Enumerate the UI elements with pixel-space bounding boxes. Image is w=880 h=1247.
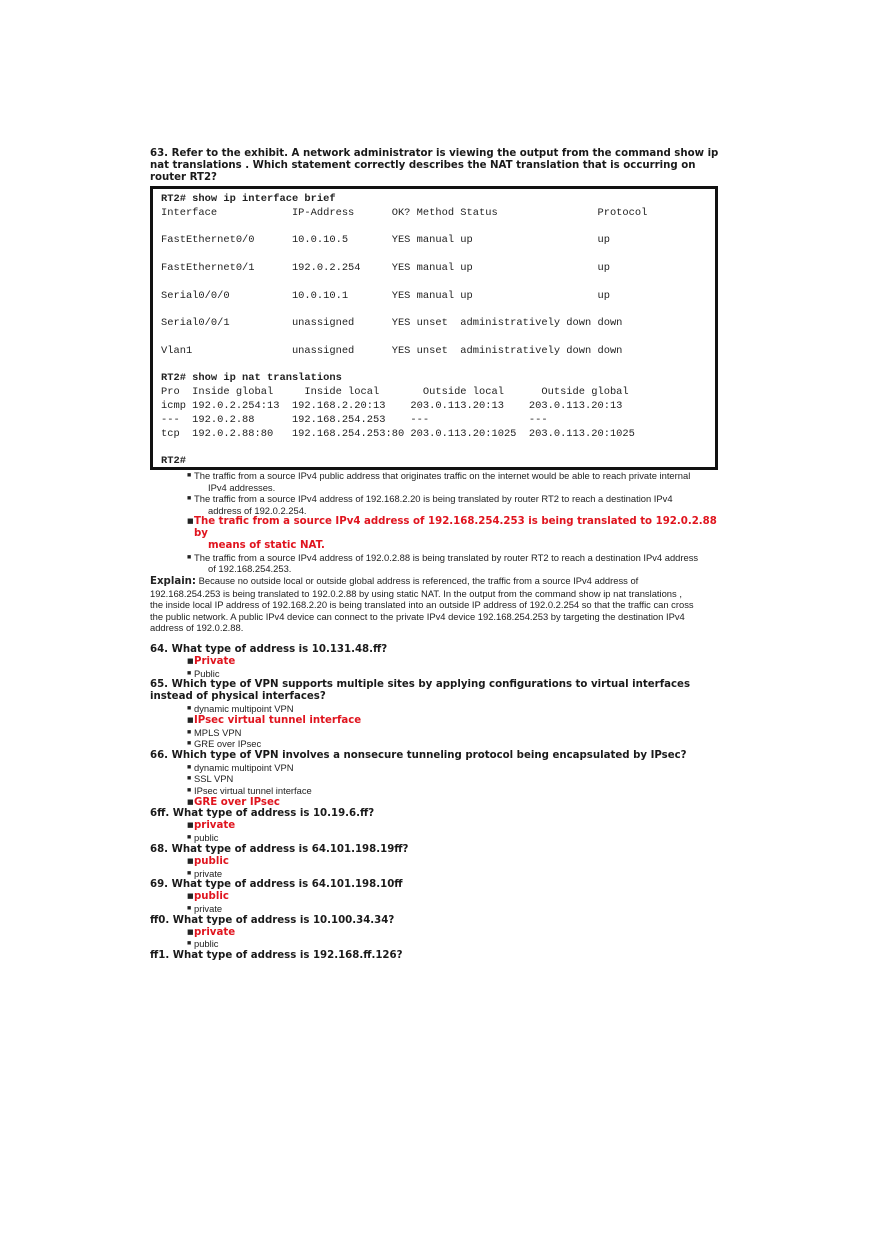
answer-option: ■ public	[187, 832, 219, 844]
answer-option: ■ private	[187, 903, 223, 915]
bullet-icon: ■	[187, 705, 192, 713]
answer-option-correct: ■ IPsec virtual tunnel interface	[187, 714, 362, 726]
explanation: Explain: Because no outside local or outside global address is referenced, the traffic from a source IPv4 address of 192.168.254.253 is being translated to 192.0.2.88 by using static NAT. In the output from the command show ip nat translations , the inside local IP address of 192.168.2.20 is being translated into an outside IP address of 192.0.2.254 so that the traffic can cross the public network. A public IPv4 device can connect to the private IPv4 device 192.168.254.253 by targeting the destination IPv4 address of 192.0.2.88.	[150, 574, 694, 634]
cli-line: Pro Inside global Inside local Outside local Outside global	[161, 386, 629, 399]
answer-option: ■ Public	[187, 667, 220, 679]
cli-line: Interface IP-Address OK? Method Status Protocol	[161, 206, 648, 219]
cli-line: Vlan1 unassigned YES unset administratively down down	[161, 344, 623, 357]
exhibit-cli-output	[150, 186, 718, 470]
answer-option: ■ dynamic multipoint VPN	[187, 761, 294, 773]
bullet-icon: ■	[187, 553, 192, 561]
bullet-icon: ■	[187, 892, 194, 901]
answer-options	[150, 762, 732, 809]
answer-option-correct: ■ private	[187, 926, 236, 938]
answer-option-correct: ■ Private	[187, 655, 236, 667]
question-title: 66. Which type of VPN involves a nonsecure tunneling protocol being encapsulated by IPsec?	[150, 749, 687, 761]
answer-option: ■ MPLS VPN	[187, 726, 242, 738]
answer-options	[150, 820, 732, 843]
answer-option: ■ The traffic from a source IPv4 public address that originates traffic on the internet would be able to reach private internal IPv4 addresses.	[187, 470, 691, 493]
answer-option-correct: ■ public	[187, 855, 229, 867]
question-title: ff0. What type of address is 10.100.34.34?	[150, 914, 395, 926]
question-list	[150, 644, 732, 962]
answer-options	[150, 891, 732, 914]
cli-line: FastEthernet0/1 192.0.2.254 YES manual up up	[161, 261, 610, 274]
question-title: 65. Which type of VPN supports multiple sites by applying configurations to virtual interfaces instead of physical interfaces?	[150, 679, 691, 703]
bullet-icon: ■	[187, 656, 194, 665]
question-63: 63. Refer to the exhibit. A network administrator is viewing the output from the command show ip nat translations . Which statement correctly describes the NAT translation that is occurring on router RT2?	[150, 148, 719, 183]
answer-options	[150, 927, 732, 950]
bullet-icon: ■	[187, 787, 192, 795]
cli-line	[161, 441, 707, 455]
cli-line: FastEthernet0/0 10.0.10.5 YES manual up up	[161, 234, 610, 247]
cli-line: Serial0/0/1 unassigned YES unset administratively down down	[161, 317, 623, 330]
question-title: 68. What type of address is 64.101.198.19ff?	[150, 843, 409, 855]
cli-line	[161, 359, 707, 373]
bullet-icon: ■	[187, 763, 192, 771]
answer-option-correct: ■ The trafic from a source IPv4 address of 192.168.254.253 is being translated to 192.0.2.88 by means of static NAT.	[187, 516, 717, 551]
cli-line: --- 192.0.2.88 192.168.254.253 --- ---	[161, 413, 548, 426]
bullet-icon: ■	[187, 869, 192, 877]
answer-options	[150, 703, 732, 750]
answer-option: ■ GRE over IPsec	[187, 738, 262, 750]
cli-line	[161, 303, 707, 317]
bullet-icon: ■	[187, 669, 192, 677]
bullet-icon: ■	[187, 775, 192, 783]
cli-line: RT2# show ip nat translations	[161, 372, 342, 385]
answer-option: ■ private	[187, 867, 223, 879]
cli-line: RT2# show ip interface brief	[161, 193, 336, 205]
cli-line	[161, 276, 707, 290]
answer-option: ■ public	[187, 938, 219, 950]
question-title: 6ff. What type of address is 10.19.6.ff?	[150, 808, 375, 820]
bullet-icon: ■	[187, 821, 194, 830]
answer-option: ■ IPsec virtual tunnel interface	[187, 785, 312, 797]
bullet-icon: ■	[187, 728, 192, 736]
bullet-icon: ■	[187, 472, 192, 479]
cli-line	[161, 331, 707, 345]
bullet-icon: ■	[187, 856, 194, 865]
answer-option-correct: ■ public	[187, 891, 229, 903]
cli-line: icmp 192.0.2.254:13 192.168.2.20:13 203.0.113.20:13 203.0.113.20:13	[161, 399, 623, 412]
document-body	[150, 148, 732, 962]
bullet-icon: ■	[187, 740, 192, 748]
explain-label: Explain:	[150, 575, 197, 587]
bullet-icon: ■	[187, 927, 194, 936]
bullet-icon: ■	[187, 797, 194, 806]
answer-option: ■ dynamic multipoint VPN	[187, 703, 294, 715]
answer-option: ■ SSL VPN	[187, 773, 234, 785]
bullet-icon: ■	[187, 495, 192, 503]
answer-option: ■ The traffic from a source IPv4 address of 192.168.2.20 is being translated by router RT2 to reach a destination IPv4 address of 192.0.2.254.	[187, 493, 673, 516]
cli-line: Serial0/0/0 10.0.10.1 YES manual up up	[161, 289, 610, 302]
answer-option: ■ The traffic from a source IPv4 address of 192.0.2.88 is being translated by router RT2 to reach a destination IPv4 address of 192.168.254.253.	[187, 551, 699, 575]
question-title: ff1. What type of address is 192.168.ff.126?	[150, 950, 403, 962]
cli-line: tcp 192.0.2.88:80 192.168.254.253:80 203.0.113.20:1025 203.0.113.20:1025	[161, 427, 635, 440]
cli-line	[161, 221, 707, 235]
bullet-icon: ■	[187, 905, 192, 913]
cli-line: RT2#	[161, 455, 186, 468]
answer-option-correct: ■ GRE over IPsec	[187, 796, 280, 808]
bullet-icon: ■	[187, 517, 194, 526]
answer-options	[150, 856, 732, 879]
question-title: 69. What type of address is 64.101.198.10ff	[150, 879, 403, 891]
question-title: 64. What type of address is 10.131.48.ff?	[150, 643, 388, 655]
bullet-icon: ■	[187, 715, 194, 724]
cli-line	[161, 248, 707, 262]
answer-option-correct: ■ private	[187, 820, 236, 832]
answer-options-63	[150, 470, 732, 575]
bullet-icon: ■	[187, 834, 192, 842]
bullet-icon: ■	[187, 940, 192, 948]
answer-options	[150, 656, 732, 679]
